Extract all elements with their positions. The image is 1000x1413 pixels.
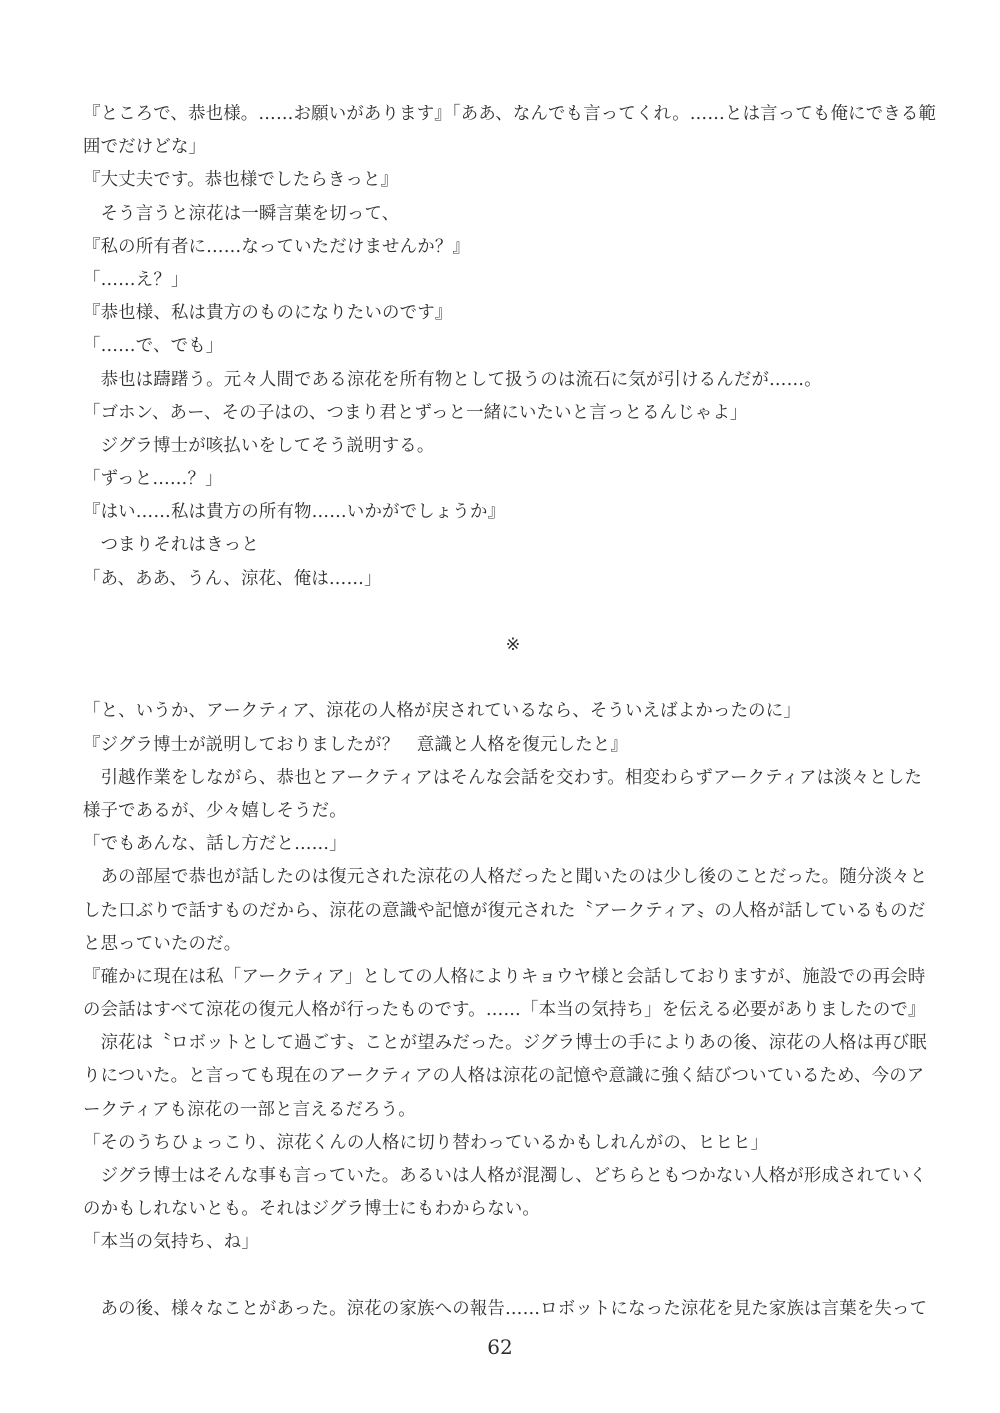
text-line: 『大丈夫です。恭也様でしたらきっと』 (83, 170, 399, 191)
text-line: つまりそれはきっと (83, 535, 259, 556)
text-line: した口ぶりで話すものだから、涼花の意識や記憶が復元された〝アークティア〟の人格が話しているものだ (83, 900, 926, 921)
page-number: 62 (487, 1335, 513, 1359)
text-line: 『ジグラ博士が説明しておりましたが？ 意識と人格を復元したと』 (83, 734, 628, 755)
text-line: 「あ、ああ、うん、涼花、俺は……」 (83, 568, 382, 589)
section-separator: ※ (505, 635, 521, 655)
blank-line (83, 662, 943, 695)
text-line: 様子であるが、少々嬉しそうだ。 (83, 800, 347, 821)
text-line: 「ずっと……？」 (83, 469, 223, 490)
text-line: あの部屋で恭也が話したのは復元された涼花の人格だったと聞いたのは少し後のことだった。随分淡々と (83, 867, 928, 888)
text-line: ークティアも涼花の一部と言えるだろう。 (83, 1099, 416, 1120)
text-line: りについた。と言っても現在のアークティアの人格は涼花の記憶や意識に強く結びついているため、今のア (83, 1066, 925, 1087)
text-line: 引越作業をしながら、恭也とアークティアはそんな会話を交わす。相変わらずアークティアは淡々とした (83, 767, 923, 788)
text-line: ジグラ博士が咳払いをしてそう説明する。 (83, 435, 435, 456)
blank-line (83, 1260, 943, 1293)
text-line: 『確かに現在は私「アークティア」としての人格によりキョウヤ様と会話しておりますが、施設での再会時 (83, 966, 926, 987)
text-line: 『はい……私は貴方の所有物……いかがでしょうか』 (83, 502, 506, 523)
text-line: あの後、様々なことがあった。涼花の家族への報告……ロボットになった涼花を見た家族は言葉を失って (83, 1298, 928, 1319)
text-line: のかもしれないとも。それはジグラ博士にもわからない。 (83, 1199, 541, 1220)
text-line: 「と、いうか、アークティア、涼花の人格が戻されているなら、そういえばよかったのに」 (83, 701, 801, 722)
text-line: 囲でだけどな」 (83, 137, 207, 158)
text-line: 『恭也様、私は貴方のものになりたいのです』 (83, 303, 453, 324)
text-line: 「本当の気持ち、ね」 (83, 1232, 259, 1253)
page-body-text (83, 98, 943, 1326)
text-line: 「ゴホン、あー、その子はの、つまり君とずっと一緒にいたいと言っとるんじゃよ」 (83, 402, 748, 423)
text-line: そう言うと涼花は一瞬言葉を切って、 (83, 203, 400, 224)
text-line: 『ところで、恭也様。……お願いがあります』「ああ、なんでも言ってくれ。……とは言っても俺にできる範 (83, 104, 937, 124)
text-line: と思っていたのだ。 (83, 933, 242, 954)
blank-line (83, 596, 943, 629)
text-line: の会話はすべて涼花の復元人格が行ったものです。……「本当の気持ち」を伝える必要がありましたので』 (83, 1000, 926, 1021)
text-line: 「……え？」 (83, 269, 189, 290)
text-line: 「……で、でも」 (83, 336, 224, 357)
text-line: 「でもあんな、話し方だと……」 (83, 834, 347, 855)
text-line: 涼花は〝ロボットとして過ごす〟ことが望みだった。ジグラ博士の手によりあの後、涼花の人格は再び眠 (83, 1033, 928, 1054)
text-line: 『私の所有者に……なっていただけませんか？』 (83, 236, 470, 257)
text-line: 「そのうちひょっこり、涼花くんの人格に切り替わっているかもしれんがの、ヒヒヒ」 (83, 1132, 769, 1153)
text-line: ジグラ博士はそんな事も言っていた。あるいは人格が混濁し、どちらともつかない人格が形成されていく (83, 1166, 928, 1186)
text-line: 恭也は躊躇う。元々人間である涼花を所有物として扱うのは流石に気が引けるんだが……。 (83, 369, 822, 390)
